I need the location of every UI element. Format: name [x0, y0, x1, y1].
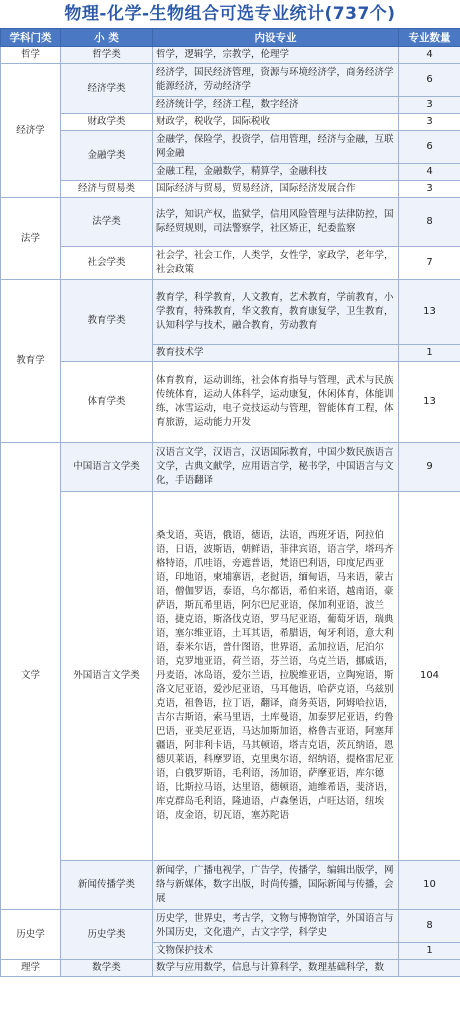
- header-majors: 内设专业: [153, 29, 399, 47]
- subclass-cell: 数学类: [61, 960, 153, 977]
- majors-cell: 经济学，国民经济管理，资源与环境经济学，商务经济学能源经济，劳动经济学: [153, 64, 399, 97]
- subclass-cell: 体育学类: [61, 362, 153, 443]
- subclass-cell: 法学类: [61, 198, 153, 247]
- category-cell: 文学: [1, 443, 61, 910]
- subclass-cell: 财政学类: [61, 114, 153, 131]
- major-table: [0, 28, 460, 977]
- count-cell: 3: [399, 97, 460, 114]
- category-cell: 教育学: [1, 280, 61, 443]
- majors-cell: 金融工程，金融数学，精算学，金融科技: [153, 164, 399, 181]
- count-cell: 1: [399, 943, 460, 960]
- table-row: [1, 960, 460, 977]
- majors-cell: 社会学，社会工作，人类学，女性学，家政学，老年学，社会政策: [153, 247, 399, 280]
- count-cell: 13: [399, 362, 460, 443]
- subclass-cell: 金融学类: [61, 131, 153, 181]
- table-row: [1, 492, 460, 861]
- category-cell: 哲学: [1, 47, 61, 64]
- majors-cell: 体育教育，运动训练，社会体育指导与管理，武术与民族传统体育，运动人体科学，运动康复，休闲体育，体能训练，冰雪运动，电子竞技运动与管理，智能体育工程，体育旅游，运动能力开发: [153, 362, 399, 443]
- table-header-row: [1, 29, 460, 47]
- count-cell: 8: [399, 910, 460, 943]
- table-row: [1, 910, 460, 943]
- majors-cell: 新闻学，广播电视学，广告学，传播学，编辑出版学，网络与新媒体，数字出版，时尚传播，国际新闻与传播，会展: [153, 861, 399, 910]
- majors-cell: 汉语言文学，汉语言，汉语国际教育，中国少数民族语言文学，古典文献学，应用语言学，秘书学，中国语言与文化，手语翻译: [153, 443, 399, 492]
- majors-cell: 哲学，逻辑学，宗教学，伦理学: [153, 47, 399, 64]
- table-row: [1, 443, 460, 492]
- table-row: [1, 861, 460, 910]
- subclass-cell: 历史学类: [61, 910, 153, 960]
- majors-cell: 法学，知识产权，监狱学，信用风险管理与法律防控，国际经贸规则，司法警察学，社区矫正，纪委监察: [153, 198, 399, 247]
- count-cell: 4: [399, 164, 460, 181]
- majors-cell: 经济统计学，经济工程，数字经济: [153, 97, 399, 114]
- count-cell: 7: [399, 247, 460, 280]
- subclass-cell: 新闻传播学类: [61, 861, 153, 910]
- count-cell: 3: [399, 181, 460, 198]
- subclass-cell: 中国语言文学类: [61, 443, 153, 492]
- majors-cell: 桑戈语，英语，俄语，德语，法语，西班牙语，阿拉伯语，日语，波斯语，朝鲜语，菲律宾语，语言学，塔玛齐格特语，爪哇语，旁遮普语，梵语巴利语，印度尼西亚语，印地语，柬埔寨语，老挝语，缅甸语，马来语，蒙古语，僧伽罗语，泰语，乌尔都语，希伯来语，越南语，豪萨语，斯瓦希里语，阿尔巴尼亚语，保加利亚语，波兰语，捷克语，斯洛伐克语，罗马尼亚语，葡萄牙语，瑞典语，塞尔维亚语，土耳其语，希腊语，匈牙利语，意大利语，泰米尔语，普什图语，世界语，孟加拉语，尼泊尔语，克罗地亚语，荷兰语，芬兰语，乌克兰语，挪威语，丹麦语，冰岛语，爱尔兰语，拉脱维亚语，立陶宛语，斯洛文尼亚语，爱沙尼亚语，马耳他语，哈萨克语，乌兹别克语，祖鲁语，拉丁语，翻译，商务英语，阿姆哈拉语，吉尔吉斯语，索马里语，土库曼语，加泰罗尼亚语，约鲁巴语，亚美尼亚语，马达加斯加语，格鲁吉亚语，阿塞拜疆语，阿非利卡语，马其顿语，塔吉克语，茨瓦纳语，恩德贝莱语，科摩罗语，克里奥尔语，绍纳语，提格雷尼亚语，白俄罗斯语，毛利语，汤加语，萨摩亚语，库尔德语，比斯拉马语，达里语，德顿语，迪维希语，斐济语，库克群岛毛利语，隆迪语，卢森堡语，卢旺达语，纽埃语，皮金语，切瓦语，塞苏陀语: [153, 492, 399, 861]
- subclass-cell: 哲学类: [61, 47, 153, 64]
- majors-cell: 教育学，科学教育，人文教育，艺术教育，学前教育，小学教育，特殊教育，华文教育，教育康复学，卫生教育，认知科学与技术，融合教育，劳动教育: [153, 280, 399, 345]
- header-subclass: 小 类: [61, 29, 153, 47]
- table-row: [1, 47, 460, 64]
- subclass-cell: 教育学类: [61, 280, 153, 362]
- table-row: [1, 247, 460, 280]
- count-cell: 4: [399, 47, 460, 64]
- category-cell: 理学: [1, 960, 61, 977]
- majors-cell: 财政学，税收学，国际税收: [153, 114, 399, 131]
- subclass-cell: 经济学类: [61, 64, 153, 114]
- category-cell: 历史学: [1, 910, 61, 960]
- majors-cell: 国际经济与贸易，贸易经济，国际经济发展合作: [153, 181, 399, 198]
- category-cell: 法学: [1, 198, 61, 280]
- subclass-cell: 外国语言文学类: [61, 492, 153, 861]
- table-row: [1, 114, 460, 131]
- table-row: [1, 198, 460, 247]
- category-cell: 经济学: [1, 64, 61, 198]
- count-cell: 3: [399, 114, 460, 131]
- count-cell: 6: [399, 131, 460, 164]
- table-row: [1, 280, 460, 345]
- table-body: [1, 47, 460, 977]
- majors-cell: 教育技术学: [153, 345, 399, 362]
- table-row: [1, 64, 460, 97]
- majors-cell: 数学与应用数学，信息与计算科学，数理基础科学，数: [153, 960, 399, 977]
- majors-cell: 历史学，世界史，考古学，文物与博物馆学，外国语言与外国历史，文化遗产，古文字学，科学史: [153, 910, 399, 943]
- majors-cell: 金融学，保险学，投资学，信用管理，经济与金融，互联网金融: [153, 131, 399, 164]
- header-count: 专业数量: [399, 29, 460, 47]
- count-cell: 104: [399, 492, 460, 861]
- table-row: [1, 181, 460, 198]
- count-cell: 10: [399, 861, 460, 910]
- count-cell: 13: [399, 280, 460, 345]
- count-cell: [399, 960, 460, 977]
- header-category: 学科门类: [1, 29, 61, 47]
- subclass-cell: 社会学类: [61, 247, 153, 280]
- majors-cell: 文物保护技术: [153, 943, 399, 960]
- count-cell: 6: [399, 64, 460, 97]
- count-cell: 1: [399, 345, 460, 362]
- table-row: [1, 362, 460, 443]
- page-title: 物理-化学-生物组合可选专业统计(737个): [64, 4, 396, 24]
- count-cell: 8: [399, 198, 460, 247]
- subclass-cell: 经济与贸易类: [61, 181, 153, 198]
- table-row: [1, 131, 460, 164]
- count-cell: 9: [399, 443, 460, 492]
